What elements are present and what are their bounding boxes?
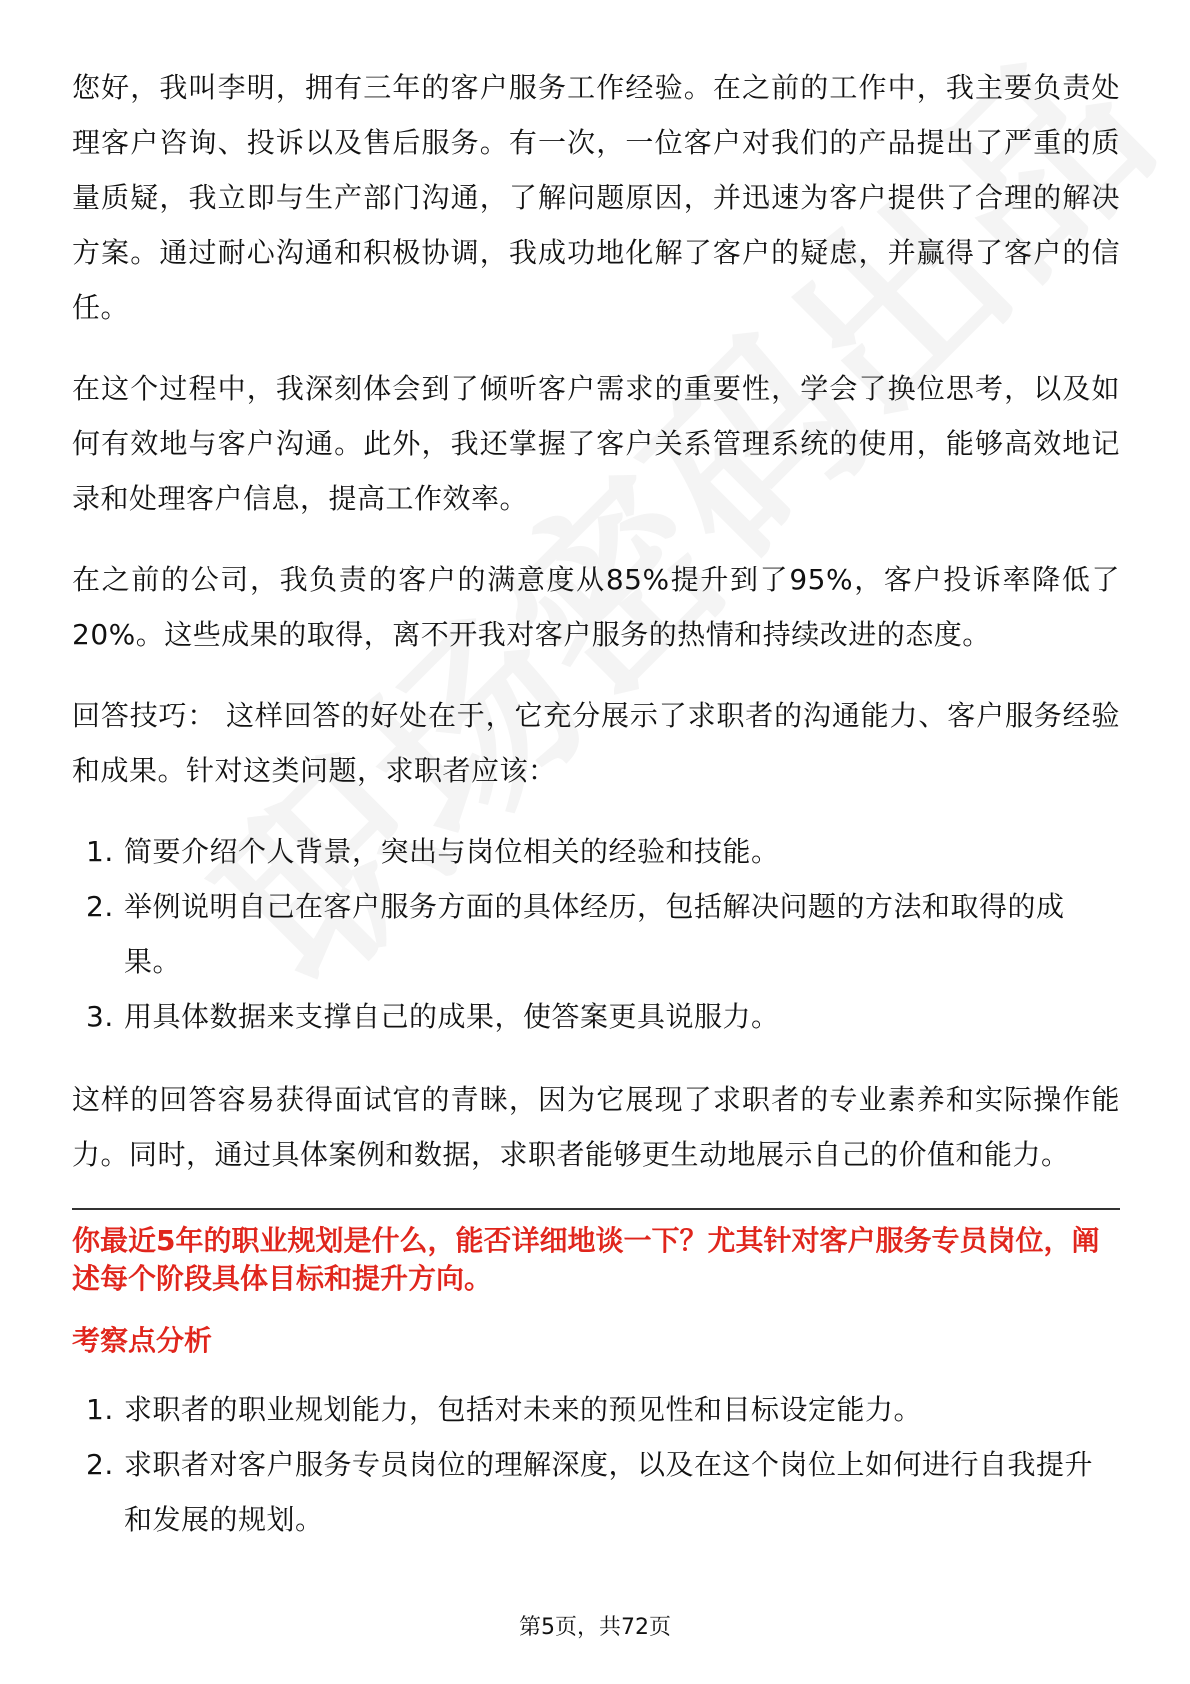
analysis-title: 考察点分析 <box>72 1324 213 1357</box>
list-number: 1. <box>86 835 114 868</box>
list-item-text: 简要介绍个人背景，突出与岗位相关的经验和技能。 <box>124 835 780 868</box>
answer-paragraph-2: 在这个过程中，我深刻体会到了倾听客户需求的重要性，学会了换位思考，以及如何有效地与客户沟通。此外，我还掌握了客户关系管理系统的使用，能够高效地记录和处理客户信息，提高工作效率。 <box>72 372 1120 515</box>
list-item <box>72 879 1120 989</box>
list-item-text: 举例说明自己在客户服务方面的具体经历，包括解决问题的方法和取得的成果。 <box>124 890 1065 978</box>
answer-paragraph-1: 您好，我叫李明，拥有三年的客户服务工作经验。在之前的工作中，我主要负责处理客户咨询、投诉以及售后服务。有一次，一位客户对我们的产品提出了严重的质量质疑，我立即与生产部门沟通，了解问题原因，并迅速为客户提供了合理的解决方案。通过耐心沟通和积极协调，我成功地化解了客户的疑虑，并赢得了客户的信任。 <box>72 71 1120 324</box>
closing-paragraph: 这样的回答容易获得面试官的青睐，因为它展现了求职者的专业素养和实际操作能力。同时，通过具体案例和数据，求职者能够更生动地展示自己的价值和能力。 <box>72 1083 1120 1171</box>
list-number: 3. <box>86 1000 114 1033</box>
answer-paragraph-3: 在之前的公司，我负责的客户的满意度从85%提升到了95%，客户投诉率降低了20%。这些成果的取得，离不开我对客户服务的热情和持续改进的态度。 <box>72 563 1120 651</box>
section-divider <box>72 1208 1120 1210</box>
page-number: 第5页，共72页 <box>519 1615 671 1640</box>
list-item-text: 求职者的职业规划能力，包括对未来的预见性和目标设定能力。 <box>124 1393 923 1426</box>
list-item <box>72 824 1120 879</box>
list-item <box>72 989 1120 1044</box>
list-item <box>72 1437 1120 1547</box>
list-item-text: 用具体数据来支撑自己的成果，使答案更具说服力。 <box>124 1000 780 1033</box>
list-number: 2. <box>86 890 114 923</box>
analysis-list <box>72 1382 1120 1547</box>
answer-tips-intro: 回答技巧： 这样回答的好处在于，它充分展示了求职者的沟通能力、客户服务经验和成果。针对这类问题，求职者应该： <box>72 699 1120 787</box>
list-number: 1. <box>86 1393 114 1426</box>
interview-question: 你最近5年的职业规划是什么，能否详细地谈一下？尤其针对客户服务专员岗位，阐述每个阶段具体目标和提升方向。 <box>72 1224 1100 1295</box>
tips-list <box>72 824 1120 1044</box>
list-item <box>72 1382 1120 1437</box>
list-number: 2. <box>86 1448 114 1481</box>
page-content <box>72 60 1120 1575</box>
list-item-text: 求职者对客户服务专员岗位的理解深度，以及在这个岗位上如何进行自我提升和发展的规划。 <box>124 1448 1094 1536</box>
